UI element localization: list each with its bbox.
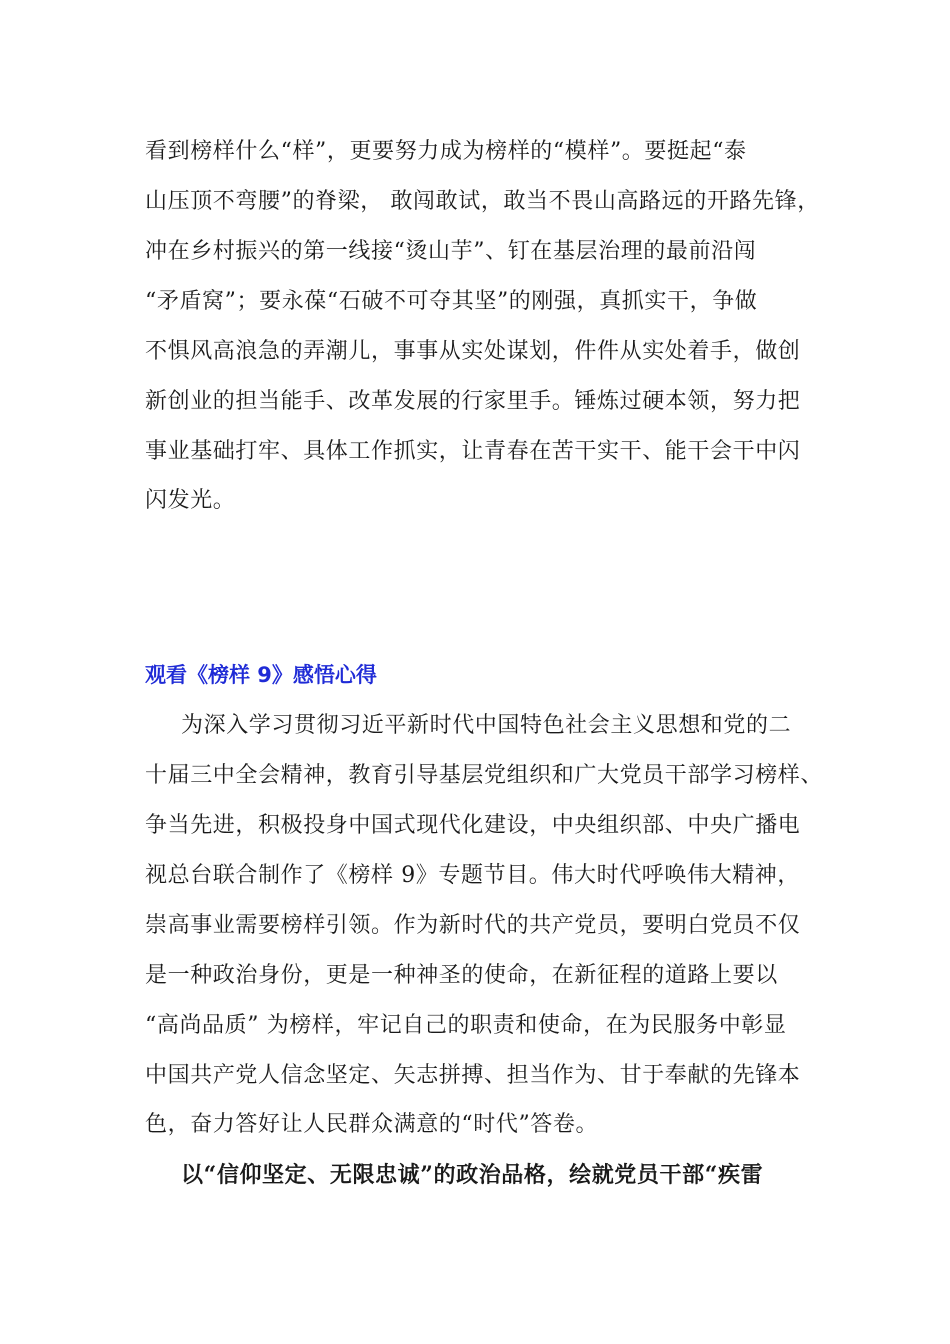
section-heading: 观看《榜样 9》感悟心得 [145,663,377,687]
paragraph-line: 闪发光。 [145,488,236,513]
paragraph-line: 视总台联合制作了《榜样 9》专题节目。伟大时代呼唤伟大精神， [145,863,800,888]
paragraph-line: 山压顶不弯腰”的脊梁， 敢闯敢试，敢当不畏山高路远的开路先锋， [145,189,820,214]
paragraph-line: 崇高事业需要榜样引领。作为新时代的共产党员，要明白党员不仅 [145,913,801,938]
paragraph-line: “高尚品质” 为榜样，牢记自己的职责和使命，在为民服务中彰显 [145,1013,787,1038]
paragraph-line: 为深入学习贯彻习近平新时代中国特色社会主义思想和党的二 [181,713,792,738]
paragraph-line: 冲在乡村振兴的第一线接“烫山芋”、钉在基层治理的最前沿闯 [145,239,757,264]
paragraph-line: 中国共产党人信念坚定、矢志拼搏、担当作为、甘于奉献的先锋本 [145,1063,801,1088]
paragraph-line: 色，奋力答好让人民群众满意的“时代”答卷。 [145,1112,599,1137]
paragraph-line: 不惧风高浪急的弄潮儿，事事从实处谋划，件件从实处着手，做创 [145,339,801,364]
bold-paragraph-line: 以“信仰坚定、无限忠诚”的政治品格，绘就党员干部“疾雷 [181,1162,764,1188]
paragraph-line: 是一种政治身份，更是一种神圣的使命，在新征程的道路上要以 [145,963,778,988]
paragraph-line: 十届三中全会精神，教育引导基层党组织和广大党员干部学习榜样、 [145,763,824,788]
paragraph-line: 事业基础打牢、具体工作抓实，让青春在苦干实干、能干会干中闪 [145,439,801,464]
paragraph-line: “矛盾窝”；要永葆“石破不可夺其坚”的刚强，真抓实干，争做 [145,289,758,314]
paragraph-line: 争当先进，积极投身中国式现代化建设，中央组织部、中央广播电 [145,813,801,838]
paragraph-line: 看到榜样什么“样”，更要努力成为榜样的“模样”。要挺起“泰 [145,139,747,164]
paragraph-line: 新创业的担当能手、改革发展的行家里手。锤炼过硬本领，努力把 [145,389,801,414]
